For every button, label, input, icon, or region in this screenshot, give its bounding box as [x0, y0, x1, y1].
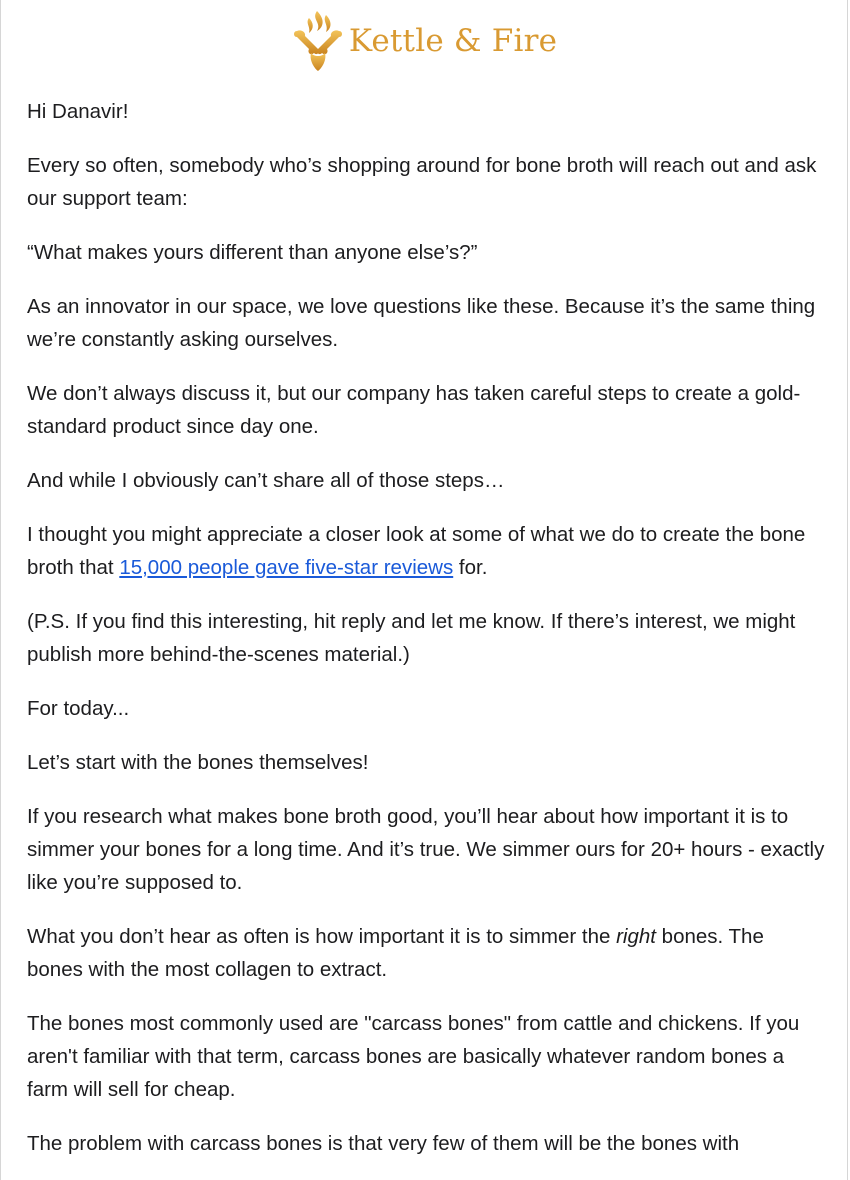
paragraph-13: The problem with carcass bones is that very few of them will be the bones with — [27, 1132, 740, 1155]
paragraph-11-tail: bones. The bones with the most collagen to extract. — [27, 925, 764, 981]
paragraph-6-tail: for. — [453, 556, 488, 579]
paragraph-6 — [27, 518, 825, 584]
paragraph-10: If you research what makes bone broth good, you’ll hear about how important it is to simmer your bones for a long time. And it’s true. We simmer ours for 20+ hours - exactly like you’re supposed to. — [27, 805, 825, 894]
email-body — [1, 82, 847, 1160]
reviews-link[interactable]: 15,000 people gave five-star reviews — [119, 556, 454, 579]
email-header — [1, 0, 847, 82]
paragraph-4: We don’t always discuss it, but our company has taken careful steps to create a gold-standard product since day one. — [27, 382, 801, 438]
brand-wordmark: Kettle & Fire — [348, 23, 558, 59]
paragraph-11-emphasis: right — [616, 925, 656, 948]
brand-logo[interactable] — [291, 9, 557, 73]
paragraph-12: The bones most commonly used are "carcass bones" from cattle and chickens. If you aren't familiar with that term, carcass bones are basically whatever random bones a farm will sell for cheap. — [27, 1012, 800, 1101]
paragraph-11-text: What you don’t hear as often is how important it is to simmer the — [27, 925, 617, 948]
paragraph-8: For today... — [27, 697, 130, 720]
greeting: Hi Danavir! — [27, 100, 129, 123]
paragraph-7: (P.S. If you find this interesting, hit reply and let me know. If there’s interest, we might publish more behind-the-scenes material.) — [27, 610, 796, 666]
paragraph-6-text: I thought you might appreciate a closer look at some of what we do to create the bone broth that — [27, 523, 806, 579]
paragraph-2: “What makes yours different than anyone else’s?” — [27, 241, 478, 264]
paragraph-1: Every so often, somebody who’s shopping around for bone broth will reach out and ask our support team: — [27, 154, 817, 210]
paragraph-11 — [27, 920, 825, 986]
paragraph-9: Let’s start with the bones themselves! — [27, 751, 369, 774]
paragraph-3: As an innovator in our space, we love questions like these. Because it’s the same thing we’re constantly asking ourselves. — [27, 295, 816, 351]
flame-bone-logo-icon — [291, 9, 345, 73]
paragraph-5: And while I obviously can’t share all of those steps… — [27, 469, 505, 492]
